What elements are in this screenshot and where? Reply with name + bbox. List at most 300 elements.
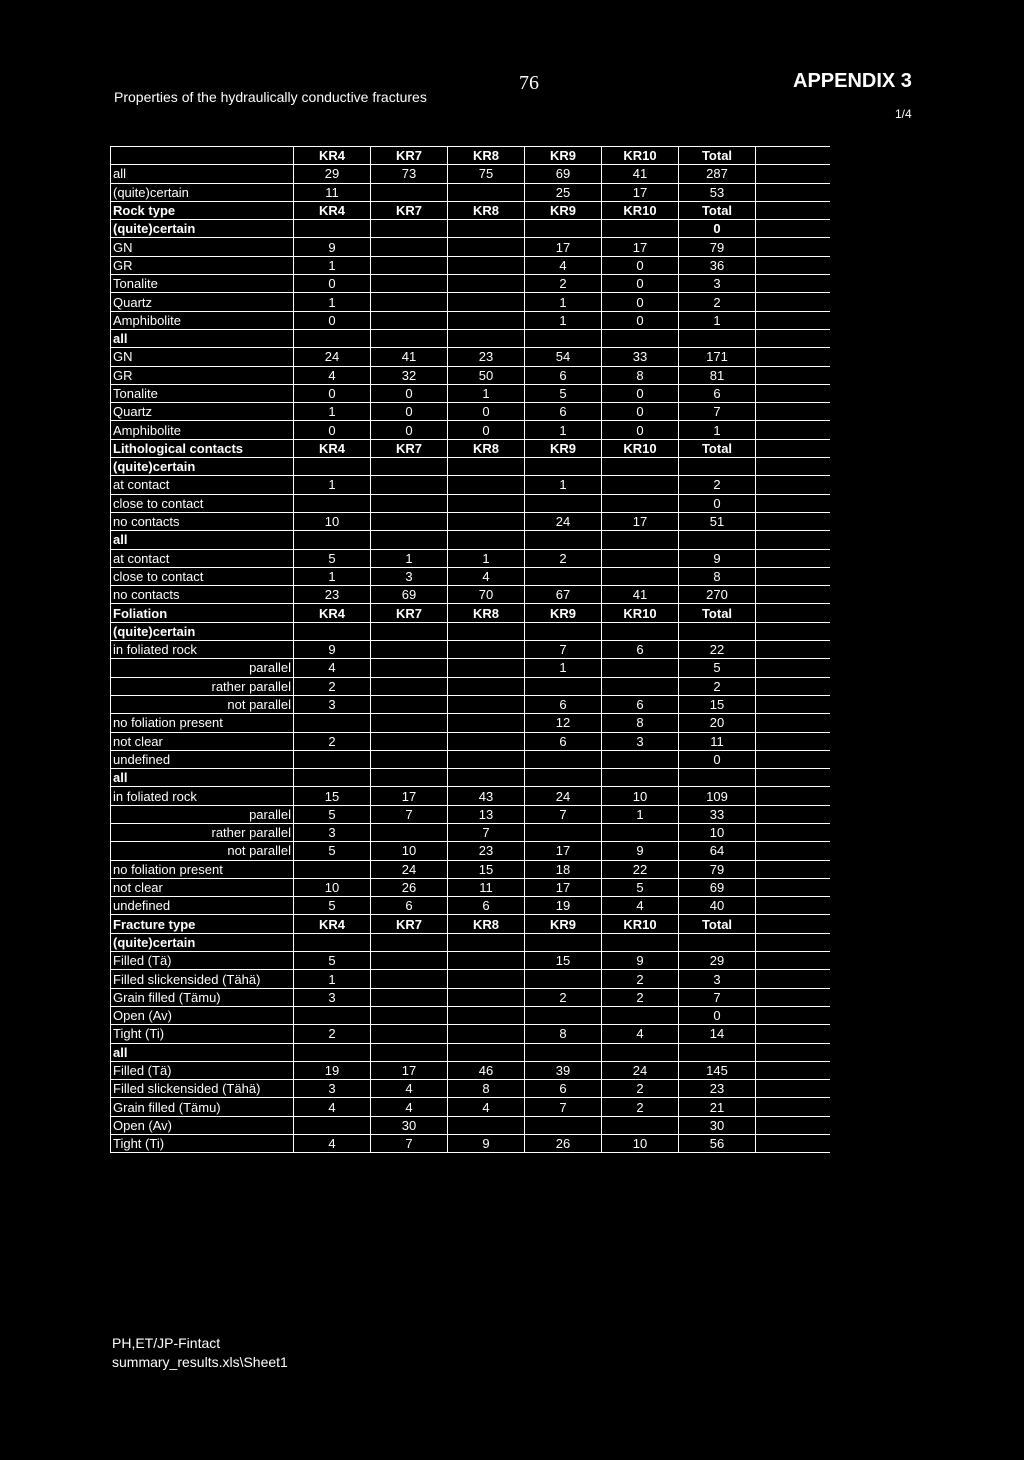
table-cell: KR10 (602, 604, 679, 622)
table-cell (525, 329, 602, 347)
table-cell (448, 1006, 525, 1024)
table-cell (448, 512, 525, 530)
table-cell: 41 (602, 586, 679, 604)
table-cell: 5 (294, 897, 371, 915)
row-label: not clear (111, 878, 294, 896)
table-cell: 8 (602, 714, 679, 732)
table-cell (371, 732, 448, 750)
table-cell (525, 1116, 602, 1134)
table-cell: KR7 (371, 915, 448, 933)
row-label: (quite)certain (111, 183, 294, 201)
empty-cell (756, 1043, 830, 1061)
table-row (111, 1043, 830, 1061)
table-cell: 4 (602, 897, 679, 915)
table-cell: 54 (525, 348, 602, 366)
table-cell (371, 695, 448, 713)
table-cell (294, 1006, 371, 1024)
empty-cell (756, 641, 830, 659)
empty-cell (756, 988, 830, 1006)
table-cell: 6 (448, 897, 525, 915)
table-cell (448, 220, 525, 238)
table-cell: 73 (371, 165, 448, 183)
table-cell: 4 (448, 1098, 525, 1116)
empty-cell (756, 531, 830, 549)
table-cell: 29 (294, 165, 371, 183)
table-cell: 0 (602, 311, 679, 329)
row-label: Tight (Ti) (111, 1135, 294, 1153)
table-cell (448, 183, 525, 201)
table-cell: 5 (679, 659, 756, 677)
table-cell: Total (679, 201, 756, 219)
empty-cell (756, 933, 830, 951)
row-label: all (111, 531, 294, 549)
table-cell: 2 (602, 1080, 679, 1098)
table-cell: 0 (448, 421, 525, 439)
table-cell (294, 494, 371, 512)
table-row (111, 805, 830, 823)
table-cell: 9 (294, 641, 371, 659)
table-cell: 7 (525, 805, 602, 823)
row-label: rather parallel (111, 677, 294, 695)
table-cell: 56 (679, 1135, 756, 1153)
table-row (111, 641, 830, 659)
table-row (111, 512, 830, 530)
row-label: Tonalite (111, 275, 294, 293)
table-cell: 1 (525, 476, 602, 494)
table-cell: 9 (602, 952, 679, 970)
table-cell: 24 (525, 787, 602, 805)
table-cell: 10 (602, 1135, 679, 1153)
table-cell: 25 (525, 183, 602, 201)
table-cell: 3 (294, 695, 371, 713)
table-cell: 0 (371, 421, 448, 439)
empty-cell (756, 311, 830, 329)
table-row (111, 1080, 830, 1098)
table-cell: 3 (371, 567, 448, 585)
table-cell: 1 (525, 311, 602, 329)
table-cell (448, 293, 525, 311)
table-cell: 29 (679, 952, 756, 970)
row-label: Filled slickensided (Tähä) (111, 1080, 294, 1098)
table-cell: 5 (525, 384, 602, 402)
table-cell: 4 (294, 1098, 371, 1116)
table-cell: 69 (679, 878, 756, 896)
empty-cell (756, 549, 830, 567)
table-cell (602, 220, 679, 238)
table-cell (602, 823, 679, 841)
table-cell: 22 (602, 860, 679, 878)
table-row (111, 293, 830, 311)
table-row (111, 769, 830, 787)
table-cell (525, 220, 602, 238)
table-cell: 79 (679, 860, 756, 878)
table-cell (602, 769, 679, 787)
table-cell: 69 (525, 165, 602, 183)
table-cell: 36 (679, 256, 756, 274)
table-cell (679, 1043, 756, 1061)
table-cell (525, 1043, 602, 1061)
empty-cell (756, 860, 830, 878)
table-cell: 3 (679, 970, 756, 988)
empty-cell (756, 512, 830, 530)
table-cell: 6 (602, 695, 679, 713)
table-row (111, 1098, 830, 1116)
table-cell: 70 (448, 586, 525, 604)
table-cell: 69 (371, 586, 448, 604)
table-cell (448, 933, 525, 951)
table-cell (294, 458, 371, 476)
table-cell: 2 (679, 476, 756, 494)
table-cell: 1 (294, 293, 371, 311)
table-cell: KR7 (371, 439, 448, 457)
table-cell: 23 (448, 842, 525, 860)
row-label: Filled slickensided (Tähä) (111, 970, 294, 988)
table-cell: 81 (679, 366, 756, 384)
table-cell: 8 (525, 1025, 602, 1043)
row-label: Lithological contacts (111, 439, 294, 457)
table-cell (448, 952, 525, 970)
table-cell (525, 531, 602, 549)
table-row (111, 165, 830, 183)
empty-cell (756, 256, 830, 274)
footer-author: PH,ET/JP-Fintact (112, 1335, 221, 1351)
table-cell: 24 (602, 1061, 679, 1079)
table-cell (602, 677, 679, 695)
table-cell: 5 (294, 805, 371, 823)
table-cell: 7 (448, 823, 525, 841)
table-row (111, 897, 830, 915)
table-cell: 21 (679, 1098, 756, 1116)
table-row (111, 915, 830, 933)
table-cell (371, 311, 448, 329)
table-cell: 0 (602, 293, 679, 311)
row-label: all (111, 1043, 294, 1061)
empty-cell (756, 805, 830, 823)
row-label: not parallel (111, 695, 294, 713)
table-cell: 2 (294, 1025, 371, 1043)
table-cell (448, 531, 525, 549)
table-cell: 15 (679, 695, 756, 713)
row-label: GR (111, 366, 294, 384)
row-label: no contacts (111, 512, 294, 530)
table-cell (371, 750, 448, 768)
table-row (111, 933, 830, 951)
table-cell (679, 933, 756, 951)
table-cell: 9 (448, 1135, 525, 1153)
table-cell (602, 933, 679, 951)
empty-cell (756, 842, 830, 860)
table-cell: 32 (371, 366, 448, 384)
table-cell: 4 (602, 1025, 679, 1043)
table-cell (602, 1043, 679, 1061)
table-row (111, 348, 830, 366)
table-cell: 50 (448, 366, 525, 384)
table-cell: 109 (679, 787, 756, 805)
table-cell (525, 567, 602, 585)
table-cell: 4 (371, 1080, 448, 1098)
table-cell: 287 (679, 165, 756, 183)
table-cell: 2 (602, 988, 679, 1006)
table-cell: 43 (448, 787, 525, 805)
table-cell: 2 (602, 1098, 679, 1116)
table-cell (371, 256, 448, 274)
table-cell: 20 (679, 714, 756, 732)
table-cell (448, 476, 525, 494)
table-cell: 1 (294, 256, 371, 274)
table-cell (294, 531, 371, 549)
empty-cell (756, 293, 830, 311)
row-label: Foliation (111, 604, 294, 622)
table-cell: 18 (525, 860, 602, 878)
table-cell: KR4 (294, 439, 371, 457)
table-cell: 1 (525, 659, 602, 677)
empty-cell (756, 384, 830, 402)
table-row (111, 494, 830, 512)
table-cell: KR10 (602, 147, 679, 165)
table-cell: 2 (679, 677, 756, 695)
table-cell (602, 329, 679, 347)
table-row (111, 1006, 830, 1024)
row-label: all (111, 329, 294, 347)
table-cell (448, 1043, 525, 1061)
table-cell (371, 823, 448, 841)
empty-cell (756, 403, 830, 421)
table-cell (602, 1116, 679, 1134)
table-cell (602, 659, 679, 677)
table-cell (525, 970, 602, 988)
empty-cell (756, 494, 830, 512)
table-cell: 5 (294, 549, 371, 567)
table-cell: 0 (294, 384, 371, 402)
table-cell: 4 (294, 659, 371, 677)
table-cell: 2 (525, 988, 602, 1006)
table-row (111, 366, 830, 384)
table-cell (448, 641, 525, 659)
table-cell: KR7 (371, 604, 448, 622)
table-cell (371, 1043, 448, 1061)
table-cell: 11 (294, 183, 371, 201)
table-cell: 10 (602, 787, 679, 805)
table-cell: 24 (371, 860, 448, 878)
table-row (111, 823, 830, 841)
table-cell: 2 (525, 275, 602, 293)
table-cell: Total (679, 439, 756, 457)
table-row (111, 878, 830, 896)
table-cell (371, 769, 448, 787)
table-cell: 13 (448, 805, 525, 823)
table-cell (448, 750, 525, 768)
table-cell (371, 494, 448, 512)
table-cell: 1 (294, 403, 371, 421)
table-row (111, 531, 830, 549)
row-label: in foliated rock (111, 641, 294, 659)
table-row (111, 458, 830, 476)
table-cell: KR10 (602, 201, 679, 219)
table-cell (371, 531, 448, 549)
table-row (111, 970, 830, 988)
table-cell (525, 494, 602, 512)
empty-cell (756, 897, 830, 915)
table-cell: KR7 (371, 147, 448, 165)
table-cell (679, 769, 756, 787)
table-row (111, 1116, 830, 1134)
table-cell: 3 (294, 1080, 371, 1098)
table-cell: 0 (448, 403, 525, 421)
table-cell (602, 549, 679, 567)
table-cell: 24 (294, 348, 371, 366)
table-cell (371, 622, 448, 640)
empty-cell (756, 1098, 830, 1116)
table-cell (371, 970, 448, 988)
row-label: not clear (111, 732, 294, 750)
empty-cell (756, 1025, 830, 1043)
row-label: GR (111, 256, 294, 274)
table-cell: 5 (294, 842, 371, 860)
table-cell: 4 (294, 366, 371, 384)
row-label: GN (111, 348, 294, 366)
table-cell: 1 (448, 384, 525, 402)
table-cell: KR9 (525, 147, 602, 165)
table-cell (371, 238, 448, 256)
table-cell (371, 275, 448, 293)
table-cell: 24 (525, 512, 602, 530)
table-cell: 6 (679, 384, 756, 402)
table-row (111, 787, 830, 805)
row-label: no foliation present (111, 714, 294, 732)
table-cell: 3 (294, 823, 371, 841)
table-cell (448, 494, 525, 512)
table-row (111, 384, 830, 402)
table-cell (448, 714, 525, 732)
table-row (111, 1061, 830, 1079)
table-cell (371, 329, 448, 347)
table-row (111, 567, 830, 585)
table-cell: 11 (679, 732, 756, 750)
table-cell (371, 714, 448, 732)
table-cell: 1 (294, 970, 371, 988)
row-label: Fracture type (111, 915, 294, 933)
table-cell (602, 622, 679, 640)
table-cell: 17 (602, 512, 679, 530)
table-cell (525, 823, 602, 841)
table-cell (525, 458, 602, 476)
table-cell: 2 (679, 293, 756, 311)
table-cell: 39 (525, 1061, 602, 1079)
table-cell (448, 256, 525, 274)
table-cell: 0 (679, 750, 756, 768)
empty-cell (756, 677, 830, 695)
empty-cell (756, 421, 830, 439)
footer (112, 1334, 288, 1372)
table-cell (525, 1006, 602, 1024)
table-cell (679, 622, 756, 640)
table-cell (679, 531, 756, 549)
table-cell: 1 (602, 805, 679, 823)
empty-cell (756, 714, 830, 732)
table-cell: KR8 (448, 147, 525, 165)
empty-cell (756, 329, 830, 347)
row-label: all (111, 165, 294, 183)
table-cell: 4 (448, 567, 525, 585)
table-cell (448, 311, 525, 329)
table-cell (371, 183, 448, 201)
table-cell: 53 (679, 183, 756, 201)
table-cell: 0 (679, 494, 756, 512)
table-row (111, 439, 830, 457)
table-cell: 1 (448, 549, 525, 567)
table-cell: 26 (371, 878, 448, 896)
table-row (111, 256, 830, 274)
table-cell: KR4 (294, 201, 371, 219)
table-cell (371, 476, 448, 494)
fracture-properties-table (110, 146, 830, 1153)
table-row (111, 622, 830, 640)
table-row (111, 714, 830, 732)
table-cell (294, 622, 371, 640)
table-cell (602, 750, 679, 768)
table-cell (371, 512, 448, 530)
table-cell: 23 (679, 1080, 756, 1098)
row-label: (quite)certain (111, 933, 294, 951)
table-cell: 10 (294, 878, 371, 896)
row-label: close to contact (111, 567, 294, 585)
table-cell (371, 220, 448, 238)
empty-cell (756, 604, 830, 622)
empty-cell (756, 476, 830, 494)
table-cell: 4 (371, 1098, 448, 1116)
table-cell: 10 (294, 512, 371, 530)
table-row (111, 604, 830, 622)
table-cell: 12 (525, 714, 602, 732)
table-cell: 0 (602, 256, 679, 274)
table-cell (294, 1043, 371, 1061)
table-cell (448, 1025, 525, 1043)
table-cell: Total (679, 604, 756, 622)
table-cell: KR8 (448, 439, 525, 457)
table-cell: 19 (525, 897, 602, 915)
table-cell (448, 695, 525, 713)
table-cell: 17 (602, 183, 679, 201)
table-cell: 1 (679, 311, 756, 329)
table-cell: 8 (448, 1080, 525, 1098)
table-cell (448, 238, 525, 256)
table-cell: 3 (294, 988, 371, 1006)
table-cell: 0 (294, 421, 371, 439)
table-cell: 1 (525, 293, 602, 311)
table-cell: 1 (679, 421, 756, 439)
table-cell (448, 329, 525, 347)
empty-cell (756, 165, 830, 183)
table-cell: 67 (525, 586, 602, 604)
row-label: (quite)certain (111, 622, 294, 640)
table-cell (448, 275, 525, 293)
table-row (111, 311, 830, 329)
table-cell (679, 458, 756, 476)
table-cell: 4 (525, 256, 602, 274)
table-cell: 0 (294, 275, 371, 293)
table-cell: Total (679, 147, 756, 165)
table-row (111, 677, 830, 695)
table-cell: 46 (448, 1061, 525, 1079)
table-cell: 0 (294, 311, 371, 329)
row-label: GN (111, 238, 294, 256)
table-cell: 1 (371, 549, 448, 567)
table-row (111, 695, 830, 713)
table-cell (371, 641, 448, 659)
row-label: rather parallel (111, 823, 294, 841)
table-cell: 7 (679, 403, 756, 421)
table-cell (525, 750, 602, 768)
